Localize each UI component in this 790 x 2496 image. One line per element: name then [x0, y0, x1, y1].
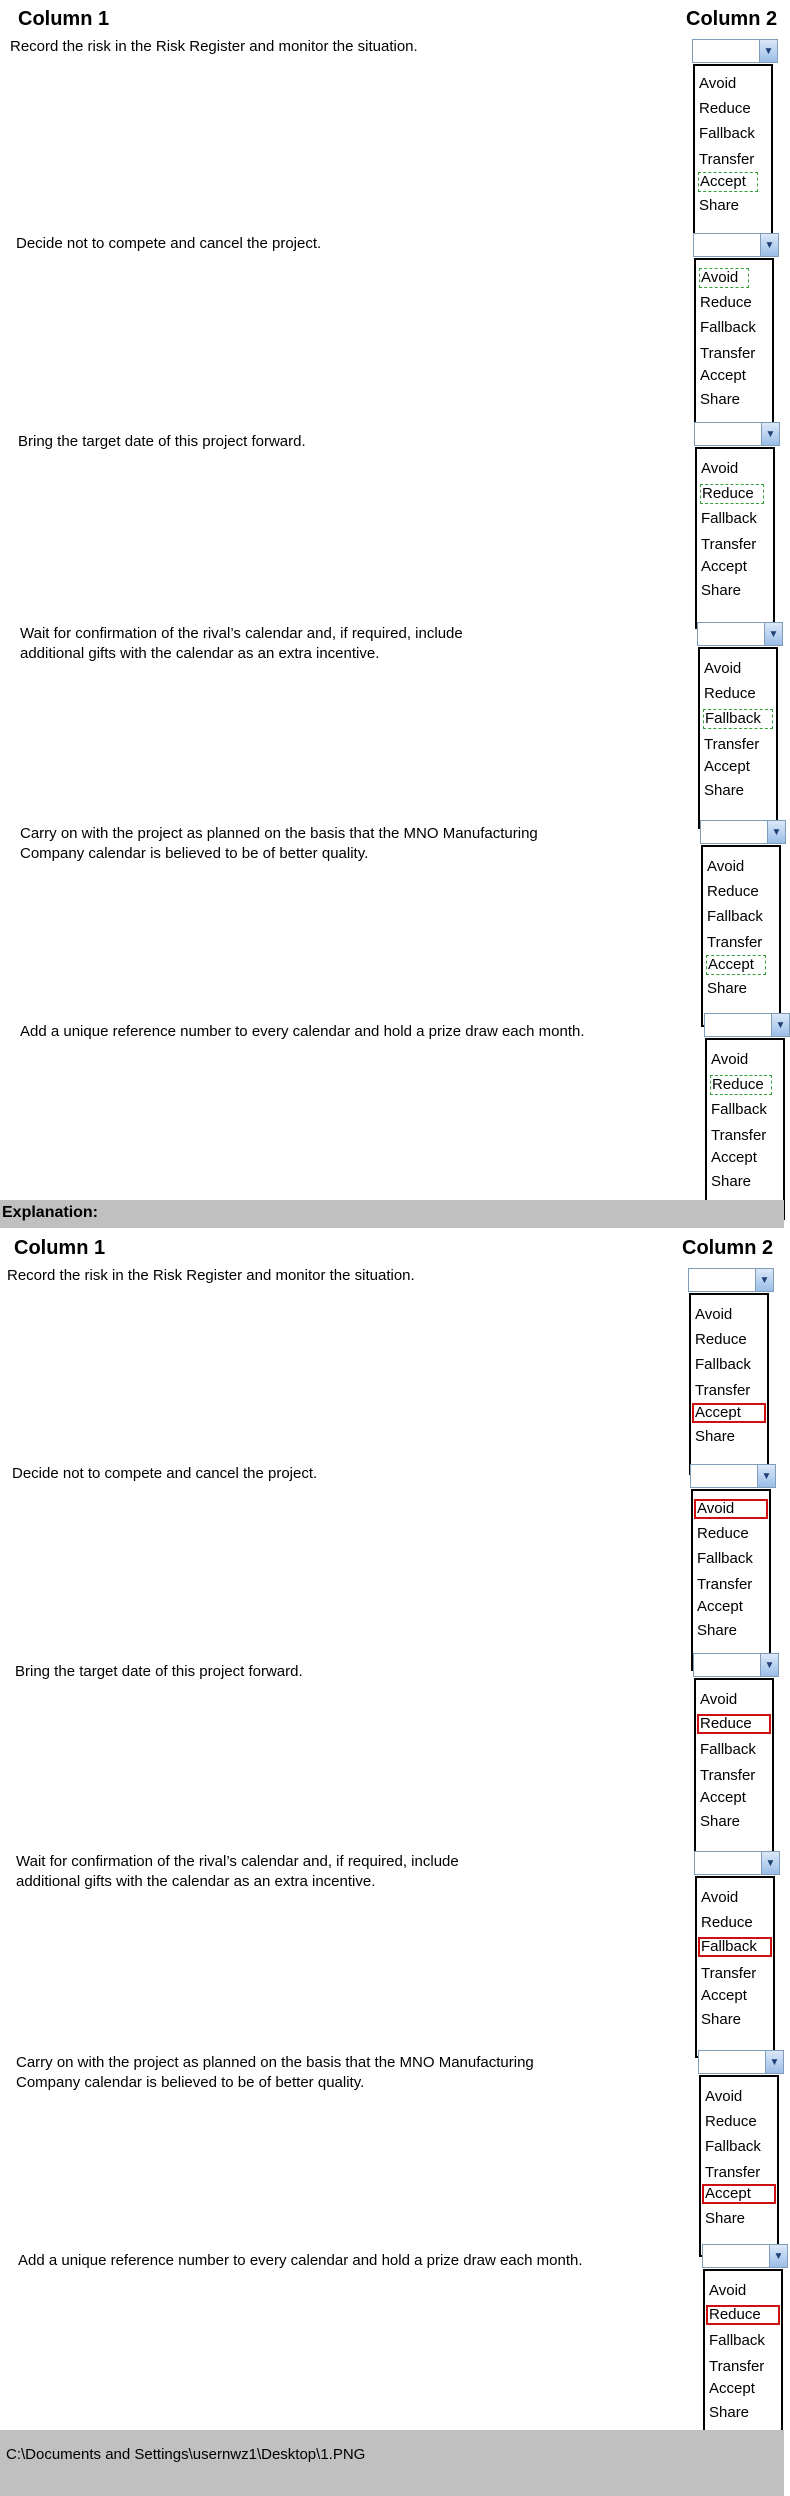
option-avoid[interactable]: Avoid — [704, 660, 742, 677]
option-accept[interactable]: Accept — [704, 758, 750, 775]
chevron-down-icon[interactable]: ▼ — [757, 1465, 775, 1487]
answer-select-3[interactable] — [693, 1653, 779, 1677]
option-accept[interactable]: Accept — [700, 1789, 746, 1806]
answer-question-3 — [15, 1662, 655, 1682]
option-avoid[interactable]: Avoid — [699, 268, 749, 288]
chevron-down-icon[interactable]: ▼ — [759, 40, 777, 62]
answer-list-1[interactable] — [693, 64, 773, 246]
answer-list-5[interactable] — [699, 2075, 779, 2257]
option-fallback-correct[interactable]: Fallback — [698, 1937, 772, 1957]
answer-question-3-line-1: Bring the target date of this project forward. — [15, 1663, 303, 1680]
question-5-line-2: Company calendar is believed to be of better quality. — [20, 845, 369, 862]
option-avoid[interactable]: Avoid — [701, 460, 739, 477]
option-transfer[interactable]: Transfer — [700, 1767, 756, 1784]
option-transfer[interactable]: Transfer — [701, 1965, 757, 1982]
question-4 — [20, 624, 660, 664]
option-share[interactable]: Share — [704, 782, 745, 799]
footer-banner — [0, 2430, 784, 2496]
question-4-line-2: additional gifts with the calendar as an extra incentive. — [20, 645, 380, 662]
option-transfer[interactable]: Transfer — [695, 1382, 751, 1399]
option-accept-correct[interactable]: Accept — [692, 1403, 766, 1423]
option-accept[interactable]: Accept — [701, 558, 747, 575]
option-accept[interactable]: Accept — [697, 1598, 743, 1615]
answer-list-5[interactable] — [701, 845, 781, 1027]
question-5 — [20, 824, 660, 864]
answer-question-5-line-1: Carry on with the project as planned on the basis that the MNO Manufacturing — [16, 2054, 534, 2071]
answer-list-3[interactable] — [695, 447, 775, 629]
answer-list-4[interactable] — [695, 1876, 775, 2058]
option-fallback[interactable]: Fallback — [695, 1356, 751, 1373]
option-accept[interactable]: Accept — [711, 1149, 757, 1166]
answer-select-3[interactable] — [694, 422, 780, 446]
answer-select-4[interactable] — [694, 1851, 780, 1875]
option-avoid[interactable]: Avoid — [701, 1889, 739, 1906]
option-share[interactable]: Share — [695, 1428, 736, 1445]
option-reduce[interactable]: Reduce — [704, 685, 756, 702]
answer-question-5-line-2: Company calendar is believed to be of better quality. — [16, 2074, 365, 2091]
option-reduce-correct[interactable]: Reduce — [697, 1714, 771, 1734]
option-share[interactable]: Share — [700, 391, 741, 408]
option-avoid[interactable]: Avoid — [700, 1691, 738, 1708]
option-reduce[interactable]: Reduce — [700, 484, 764, 504]
chevron-down-icon[interactable]: ▼ — [755, 1269, 773, 1291]
option-share[interactable]: Share — [699, 197, 740, 214]
answer-question-6 — [18, 2251, 658, 2271]
chevron-down-icon[interactable]: ▼ — [760, 234, 778, 256]
option-reduce-correct[interactable]: Reduce — [706, 2305, 780, 2325]
question-5-line-1: Carry on with the project as planned on the basis that the MNO Manufacturing — [20, 825, 538, 842]
question-3-line-1: Bring the target date of this project forward. — [18, 433, 306, 450]
chevron-down-icon[interactable]: ▼ — [769, 2245, 787, 2267]
explanation-label: Explanation: — [2, 1204, 99, 1221]
chevron-down-icon[interactable]: ▼ — [760, 1654, 778, 1676]
answer-question-4-line-1: Wait for confirmation of the rival’s calendar and, if required, include — [16, 1853, 459, 1870]
option-transfer[interactable]: Transfer — [704, 736, 760, 753]
question-6 — [20, 1022, 660, 1042]
option-accept[interactable]: Accept — [701, 1987, 747, 2004]
option-reduce[interactable]: Reduce — [701, 1914, 753, 1931]
option-share[interactable]: Share — [697, 1622, 738, 1639]
answer-list-6[interactable] — [705, 1038, 785, 1220]
option-transfer[interactable]: Transfer — [699, 151, 755, 168]
option-fallback[interactable]: Fallback — [705, 2138, 761, 2155]
option-fallback[interactable]: Fallback — [700, 1741, 756, 1758]
option-reduce[interactable]: Reduce — [710, 1075, 772, 1095]
option-reduce[interactable]: Reduce — [700, 294, 752, 311]
option-transfer[interactable]: Transfer — [711, 1127, 767, 1144]
option-share[interactable]: Share — [709, 2404, 750, 2421]
answer-list-6[interactable] — [703, 2269, 783, 2451]
option-fallback[interactable]: Fallback — [709, 2332, 765, 2349]
answer-question-1-line-1: Record the risk in the Risk Register and monitor the situation. — [7, 1267, 415, 1284]
option-fallback[interactable]: Fallback — [707, 908, 763, 925]
option-reduce[interactable]: Reduce — [699, 100, 751, 117]
option-avoid[interactable]: Avoid — [707, 858, 745, 875]
question-1 — [10, 37, 650, 57]
chevron-down-icon[interactable]: ▼ — [771, 1014, 789, 1036]
option-accept[interactable]: Accept — [700, 367, 746, 384]
option-reduce[interactable]: Reduce — [705, 2113, 757, 2130]
option-share[interactable]: Share — [701, 582, 742, 599]
answer-select-5[interactable] — [700, 820, 786, 844]
option-transfer[interactable]: Transfer — [701, 536, 757, 553]
option-fallback[interactable]: Fallback — [697, 1550, 753, 1567]
answer-list-1[interactable] — [689, 1293, 769, 1475]
answer-select-6[interactable] — [704, 1013, 790, 1037]
chevron-down-icon[interactable]: ▼ — [761, 1852, 779, 1874]
explanation-banner — [0, 1200, 784, 1228]
option-share[interactable]: Share — [700, 1813, 741, 1830]
answer-list-2[interactable] — [694, 258, 774, 440]
option-reduce[interactable]: Reduce — [707, 883, 759, 900]
answer-select-2[interactable] — [693, 233, 779, 257]
column-2-heading: Column 2 — [686, 8, 778, 30]
option-fallback[interactable]: Fallback — [703, 709, 773, 729]
chevron-down-icon[interactable]: ▼ — [767, 821, 785, 843]
file-path: C:\Documents and Settings\usernwz1\Desktop\1.PNG — [6, 2446, 366, 2463]
option-share[interactable]: Share — [707, 980, 748, 997]
question-2 — [16, 234, 656, 254]
chevron-down-icon[interactable]: ▼ — [761, 423, 779, 445]
answer-list-2[interactable] — [691, 1489, 771, 1671]
option-avoid-correct[interactable]: Avoid — [694, 1499, 768, 1519]
question-6-line-1: Add a unique reference number to every calendar and hold a prize draw each month. — [20, 1023, 585, 1040]
option-fallback[interactable]: Fallback — [711, 1101, 767, 1118]
column-1-heading: Column 1 — [18, 8, 110, 30]
option-accept-correct[interactable]: Accept — [702, 2184, 776, 2204]
answer-select-4[interactable] — [697, 622, 783, 646]
option-fallback[interactable]: Fallback — [701, 510, 757, 527]
column-2-heading: Column 2 — [682, 1237, 774, 1259]
question-1-line-1: Record the risk in the Risk Register and monitor the situation. — [10, 38, 418, 55]
option-share[interactable]: Share — [705, 2210, 746, 2227]
answer-select-1[interactable] — [688, 1268, 774, 1292]
option-accept[interactable]: Accept — [698, 172, 758, 192]
option-transfer[interactable]: Transfer — [700, 345, 756, 362]
option-accept[interactable]: Accept — [706, 955, 766, 975]
chevron-down-icon[interactable]: ▼ — [764, 623, 782, 645]
option-reduce[interactable]: Reduce — [697, 1525, 749, 1542]
answer-list-4[interactable] — [698, 647, 778, 829]
question-2-line-1: Decide not to compete and cancel the project. — [16, 235, 322, 252]
option-fallback[interactable]: Fallback — [699, 125, 755, 142]
option-transfer[interactable]: Transfer — [697, 1576, 753, 1593]
option-avoid[interactable]: Avoid — [709, 2282, 747, 2299]
answer-question-1 — [7, 1266, 647, 1286]
answer-question-2-line-1: Decide not to compete and cancel the project. — [12, 1465, 318, 1482]
column-1-heading: Column 1 — [14, 1237, 106, 1259]
answer-select-2[interactable] — [690, 1464, 776, 1488]
option-avoid[interactable]: Avoid — [705, 2088, 743, 2105]
chevron-down-icon[interactable]: ▼ — [765, 2051, 783, 2073]
answer-list-3[interactable] — [694, 1678, 774, 1860]
answer-select-1[interactable] — [692, 39, 778, 63]
answer-question-4-line-2: additional gifts with the calendar as an extra incentive. — [16, 1873, 376, 1890]
answer-select-6[interactable] — [702, 2244, 788, 2268]
answer-question-4 — [16, 1852, 656, 1892]
option-share[interactable]: Share — [711, 1173, 752, 1190]
option-fallback[interactable]: Fallback — [700, 319, 756, 336]
answer-select-5[interactable] — [698, 2050, 784, 2074]
answer-question-2 — [12, 1464, 652, 1484]
answer-question-5 — [16, 2053, 656, 2093]
option-transfer[interactable]: Transfer — [705, 2164, 761, 2181]
question-3 — [18, 432, 658, 452]
option-transfer[interactable]: Transfer — [707, 934, 763, 951]
option-avoid[interactable]: Avoid — [711, 1051, 749, 1068]
option-share[interactable]: Share — [701, 2011, 742, 2028]
option-avoid[interactable]: Avoid — [699, 75, 737, 92]
question-4-line-1: Wait for confirmation of the rival’s calendar and, if required, include — [20, 625, 463, 642]
option-transfer[interactable]: Transfer — [709, 2358, 765, 2375]
option-avoid[interactable]: Avoid — [695, 1306, 733, 1323]
answer-question-6-line-1: Add a unique reference number to every calendar and hold a prize draw each month. — [18, 2252, 583, 2269]
option-accept[interactable]: Accept — [709, 2380, 755, 2397]
option-reduce[interactable]: Reduce — [695, 1331, 747, 1348]
